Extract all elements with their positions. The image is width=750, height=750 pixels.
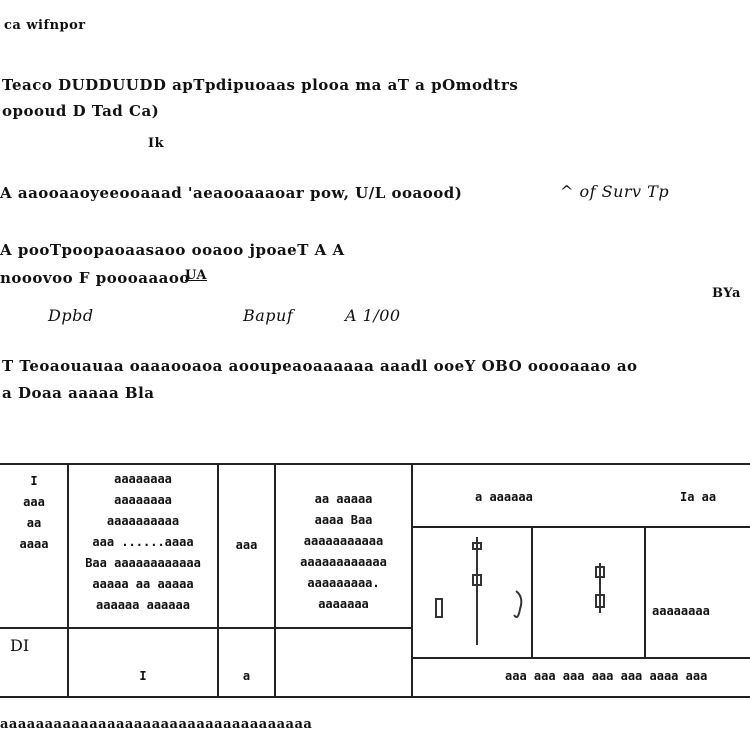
col1-header <box>0 471 68 555</box>
col1-header-line: aaaa <box>19 537 49 551</box>
col4-header-line: aaaaaaa <box>318 597 369 611</box>
col5-top-header: a aaaaaa <box>475 490 533 504</box>
col2-header-line: aaa ......aaaa <box>92 535 194 549</box>
col2-header-line: Baa aaaaaaaaaaaa <box>85 556 201 570</box>
col2-header-line: aaaaaaaa <box>114 472 172 486</box>
col4-header-line: aaaaaaaaa. <box>307 576 380 590</box>
col4-header-line: aaaa Baa <box>314 513 373 527</box>
col4-header-line: aaaaaaaaaaaa <box>300 555 387 569</box>
col4-header <box>277 489 410 615</box>
col4-header-line: aa aaaaa <box>314 492 373 506</box>
form-table <box>0 463 750 699</box>
row2-col2: I <box>139 669 147 683</box>
paragraph-2-line-1: A aaooaaoyeeooaaad 'aeaooaaaoar pow, U/L ooaood) <box>0 184 463 202</box>
col2-header <box>70 469 216 616</box>
col2-header-line: aaaaa aa aaaaa <box>92 577 194 591</box>
paragraph-1-line-3: Ik <box>148 136 165 151</box>
col3-header: aaa <box>235 538 258 552</box>
footer-text: aaaaaaaaaaaaaaaaaaaaaaaaaaaaaaaaaaa <box>0 717 313 732</box>
col2-header-line: aaaaaaaa <box>114 493 172 507</box>
label-a: Dpbd <box>48 306 94 325</box>
row2-col3: a <box>242 669 251 683</box>
paragraph-3-line-2: nooovoo F poooaaaoo <box>0 269 190 287</box>
label-b: Bapuf <box>243 306 294 325</box>
label-c: A 1/00 <box>345 306 401 325</box>
paragraph-3-right-note: BYa <box>712 286 741 301</box>
col2-header-line: aaaaaa aaaaaa <box>96 598 190 612</box>
col1-header-line: aaa <box>23 495 45 509</box>
col4-header-line: aaaaaaaaaaa <box>303 534 384 548</box>
row2-col1: DI <box>10 636 30 655</box>
col5-top-right-header: Ia aa <box>680 490 717 504</box>
paragraph-1-line-1: Teaco DUDDUUDD apTpdipuoaas plooa ma aT a pOmodtrs <box>2 76 519 94</box>
paragraph-5-line-1: T Teoaouauaa oaaaooaoa aooupeaoaaaaaa aaadl ooeY OBO ooooaaao ao <box>2 357 638 375</box>
paragraph-1-line-2: opooud D Tad Ca) <box>2 102 160 120</box>
footer-text-line <box>0 715 313 732</box>
col1-header-line: I <box>30 474 38 488</box>
paragraph-3-line-1: A pooTpoopaoaasaoo ooaoo jpoaeT A A <box>0 241 345 259</box>
paragraph-3-underlined: UA <box>185 268 208 283</box>
bottom-strip: aaa aaa aaa aaa aaa aaaa aaa <box>505 669 708 683</box>
sub-column-3-label: aaaaaaaa <box>652 604 710 618</box>
col1-header-line: aa <box>26 516 42 530</box>
top-label: ca wifnpor <box>4 18 86 33</box>
paragraph-2-handwritten-note: ^ of Surv Tp <box>560 182 670 201</box>
paragraph-5-line-2: a Doaa aaaaa Bla <box>2 384 155 402</box>
col2-header-line: aaaaaaaaaa <box>106 514 180 528</box>
